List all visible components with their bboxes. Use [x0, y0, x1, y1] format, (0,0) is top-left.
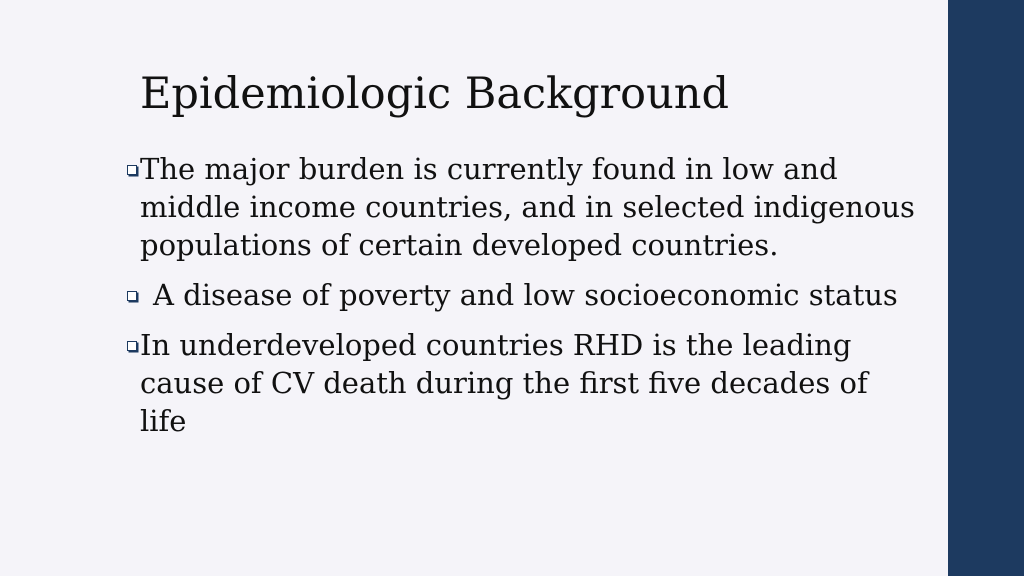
checkbox-square-icon — [127, 341, 137, 351]
bullet-item — [127, 276, 917, 314]
bullet-item — [127, 326, 917, 440]
bullet-text: The major burden is currently found in low and middle income countries, and in selected indigenous populations of certain developed countries. — [140, 152, 915, 262]
checkbox-square-icon — [127, 291, 137, 301]
slide-title: Epidemiologic Background — [140, 69, 729, 119]
checkbox-square-icon — [127, 165, 137, 175]
bullet-text: In underdeveloped countries RHD is the leading cause of CV death during the first five decades of life — [140, 328, 868, 438]
bullet-item — [127, 150, 917, 264]
bullet-list — [127, 150, 917, 452]
bullet-text: A disease of poverty and low socioeconomic status — [153, 278, 898, 312]
accent-side-bar — [948, 0, 1024, 576]
